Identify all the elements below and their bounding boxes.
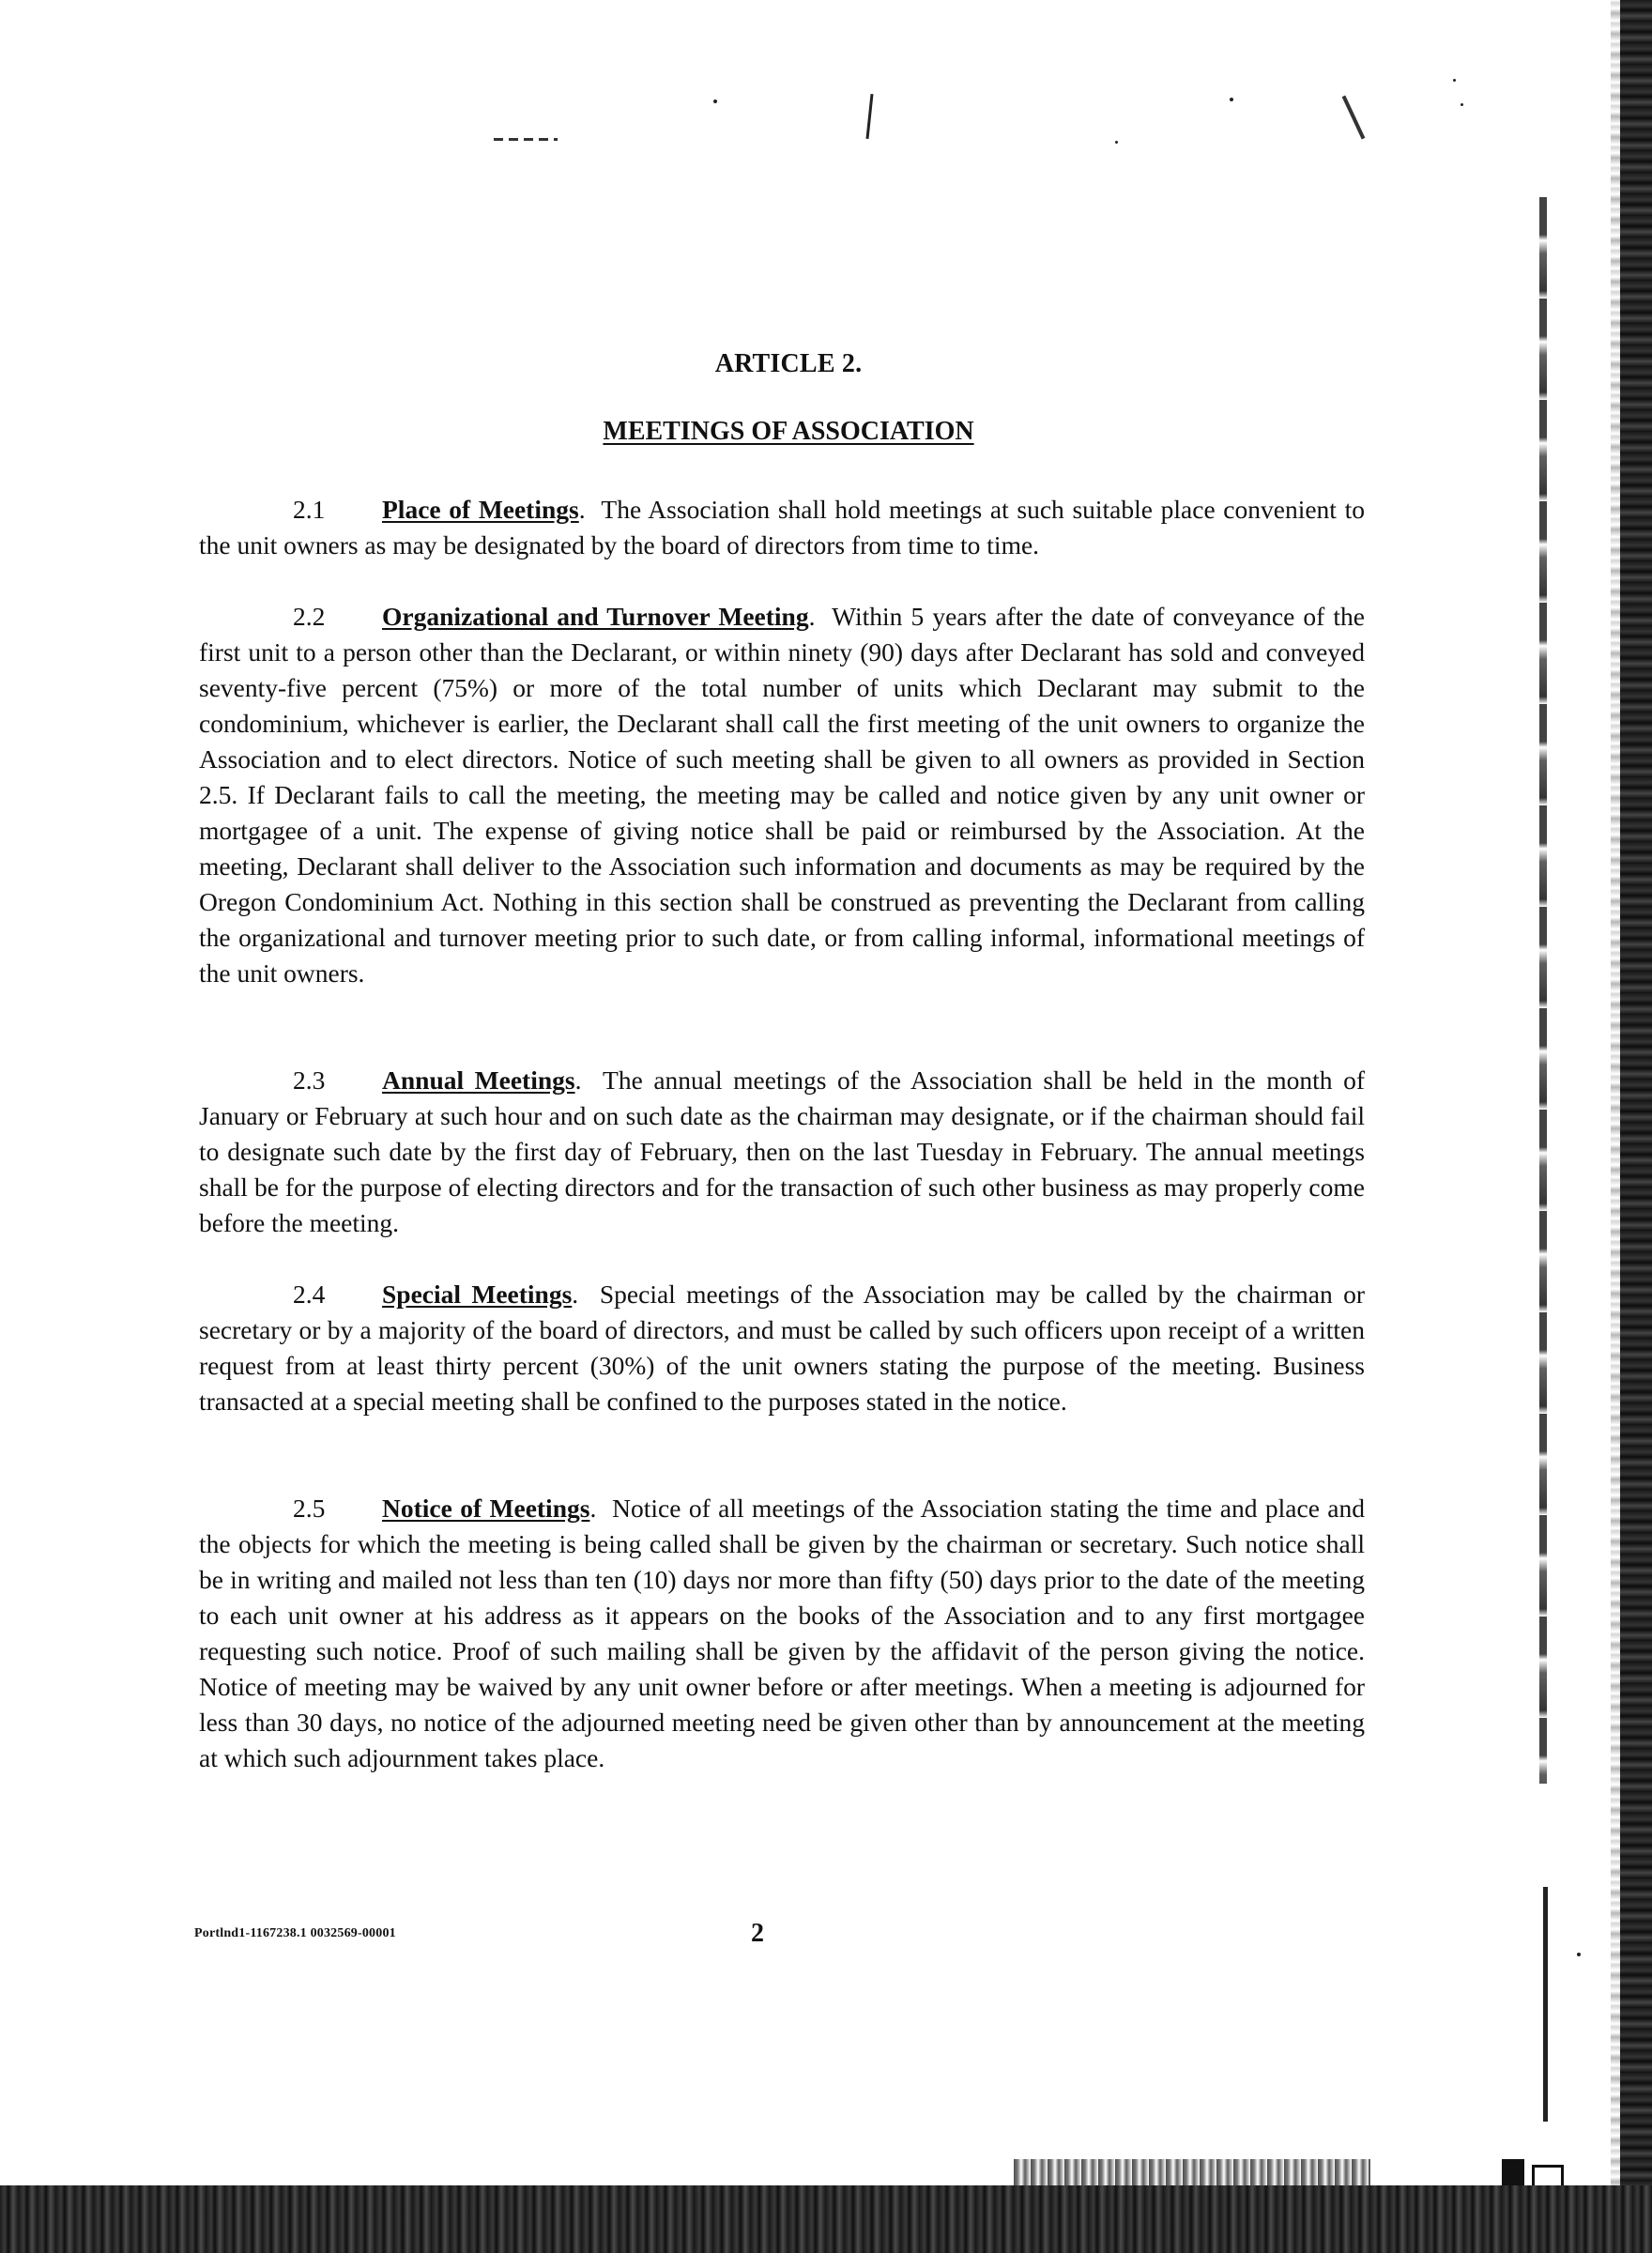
section-heading: Organizational and Turnover Meeting	[382, 602, 809, 631]
scan-artifact-dash	[494, 138, 558, 141]
scan-artifact-mark	[865, 94, 873, 139]
scan-artifact-speck	[1461, 103, 1463, 106]
section-heading: Place of Meetings	[382, 495, 579, 524]
scan-artifact-edge	[1611, 0, 1620, 2253]
section-number: 2.3	[293, 1065, 326, 1095]
section-2-3: 2.3 Annual Meetings. The annual meetings of the Association shall be held in the month of January or February at such hour and on such date as the chairman may designate, or if the chairman should fail to designate such date by the first day of February, then on the last Tuesday in February. The annual meetings shall be for the purpose of electing directors and for the transaction of such other business as may properly come before the meeting.	[199, 1063, 1365, 1241]
scan-artifact-speck	[1115, 141, 1118, 144]
section-heading: Annual Meetings	[382, 1065, 575, 1095]
section-2-1: 2.1 Place of Meetings. The Association shall hold meetings at such suitable place convenient to the unit owners as may be designated by the board of directors from time to time.	[199, 492, 1365, 563]
section-text: Within 5 years after the date of conveyance of the first unit to a person other than the Declarant, or within ninety (90) days after Declarant has sold and conveyed seventy-five percent (75%) or more of the total number of units which Declarant may submit to the condominium, whichever is earlier, the Declarant shall call the first meeting of the unit owners to organize the Association and to elect directors. Notice of such meeting shall be given to all owners as provided in Section 2.5. If Declarant fails to call the meeting, the meeting may be called and notice given by any unit owner or mortgagee of a unit. The expense of giving notice shall be paid or reimbursed by the Association. At the meeting, Declarant shall deliver to the Association such information and documents as may be required by the Oregon Condominium Act. Nothing in this section shall be construed as preventing the Declarant from calling the organizational and turnover meeting prior to such date, or from calling informal, informational meetings of the unit owners.	[199, 602, 1365, 988]
section-number: 2.1	[293, 495, 326, 524]
page-number: 2	[751, 1919, 764, 1948]
scan-artifact-bar	[1543, 1887, 1548, 2122]
section-number: 2.5	[293, 1494, 326, 1523]
section-text: Notice of all meetings of the Association stating the time and place and the objects for which the meeting is being called shall be given by the chairman or secretary. Such notice shall be in writing and mailed not less than ten (10) days nor more than fifty (50) days prior to the date of the meeting to each unit owner at his address as it appears on the books of the Association and to any first mortgagee requesting such notice. Proof of such mailing shall be given by the affidavit of the person giving the notice. Notice of meeting may be waived by any unit owner before or after meetings. When a meeting is adjourned for less than 30 days, no notice of the adjourned meeting need be given other than by announcement at the meeting at which such adjournment takes place.	[199, 1494, 1366, 1772]
section-text: The Association shall hold meetings at such suitable place convenient to the unit owners as may be designated by the board of directors from time to time.	[199, 495, 1365, 559]
section-number: 2.2	[293, 602, 326, 631]
section-number: 2.4	[293, 1280, 326, 1309]
section-2-5: 2.5 Notice of Meetings. Notice of all meetings of the Association stating the time and place and the objects for which the meeting is being called shall be given by the chairman or secretary. Such notice shall be in writing and mailed not less than ten (10) days nor more than fifty (50) days prior to the date of the meeting to each unit owner at his address as it appears on the books of the Association and to any first mortgagee requesting such notice. Proof of such mailing shall be given by the affidavit of the person giving the notice. Notice of meeting may be waived by any unit owner before or after meetings. When a meeting is adjourned for less than 30 days, no notice of the adjourned meeting need be given other than by announcement at the meeting at which such adjournment takes place.	[199, 1491, 1365, 1776]
scan-artifact-speck	[1230, 98, 1233, 101]
scan-artifact-box	[1502, 2159, 1524, 2185]
scan-artifact-speck	[1453, 79, 1456, 82]
article-title: MEETINGS OF ASSOCIATION	[603, 417, 974, 446]
section-2-4: 2.4 Special Meetings. Special meetings of the Association may be called by the chairman or secretary or by a majority of the board of directors, and must be called by such officers upon receipt of a written request from at least thirty percent (30%) of the unit owners stating the purpose of the meeting. Business transacted at a special meeting shall be confined to the purposes stated in the notice.	[199, 1277, 1365, 1419]
scan-artifact-smudge	[1014, 2159, 1370, 2185]
scan-artifact-mark	[1342, 95, 1366, 139]
scan-artifact-speck	[713, 100, 717, 103]
section-text: The annual meetings of the Association shall be held in the month of January or February at such hour and on such date as the chairman may designate, or if the chairman should fail to designate such date by the first day of February, then on the last Tuesday in February. The annual meetings shall be for the purpose of electing directors and for the transaction of such other business as may properly come before the meeting.	[199, 1065, 1365, 1237]
section-2-2: 2.2 Organizational and Turnover Meeting. Within 5 years after the date of conveyance of the first unit to a person other than the Declarant, or within ninety (90) days after Declarant has sold and conveyed seventy-five percent (75%) or more of the total number of units which Declarant may submit to the condominium, whichever is earlier, the Declarant shall call the first meeting of the unit owners to organize the Association and to elect directors. Notice of such meeting shall be given to all owners as provided in Section 2.5. If Declarant fails to call the meeting, the meeting may be called and notice given by any unit owner or mortgagee of a unit. The expense of giving notice shall be paid or reimbursed by the Association. At the meeting, Declarant shall deliver to the Association such information and documents as may be required by the Oregon Condominium Act. Nothing in this section shall be construed as preventing the Declarant from calling the organizational and turnover meeting prior to such date, or from calling informal, informational meetings of the unit owners.	[199, 599, 1365, 991]
scan-edge-bottom	[0, 2185, 1652, 2253]
section-text: Special meetings of the Association may be called by the chairman or secretary or by a majority of the board of directors, and must be called by such officers upon receipt of a written request from at least thirty percent (30%) of the unit owners stating the purpose of the meeting. Business transacted at a special meeting shall be confined to the purposes stated in the notice.	[199, 1280, 1366, 1416]
document-id: Portlnd1-1167238.1 0032569-00001	[194, 1926, 396, 1940]
section-heading: Special Meetings	[382, 1280, 573, 1309]
scan-edge-right	[1620, 0, 1652, 2253]
scan-artifact-speck	[1577, 1953, 1581, 1956]
section-heading: Notice of Meetings	[382, 1494, 590, 1523]
article-number: ARTICLE 2.	[714, 349, 863, 378]
